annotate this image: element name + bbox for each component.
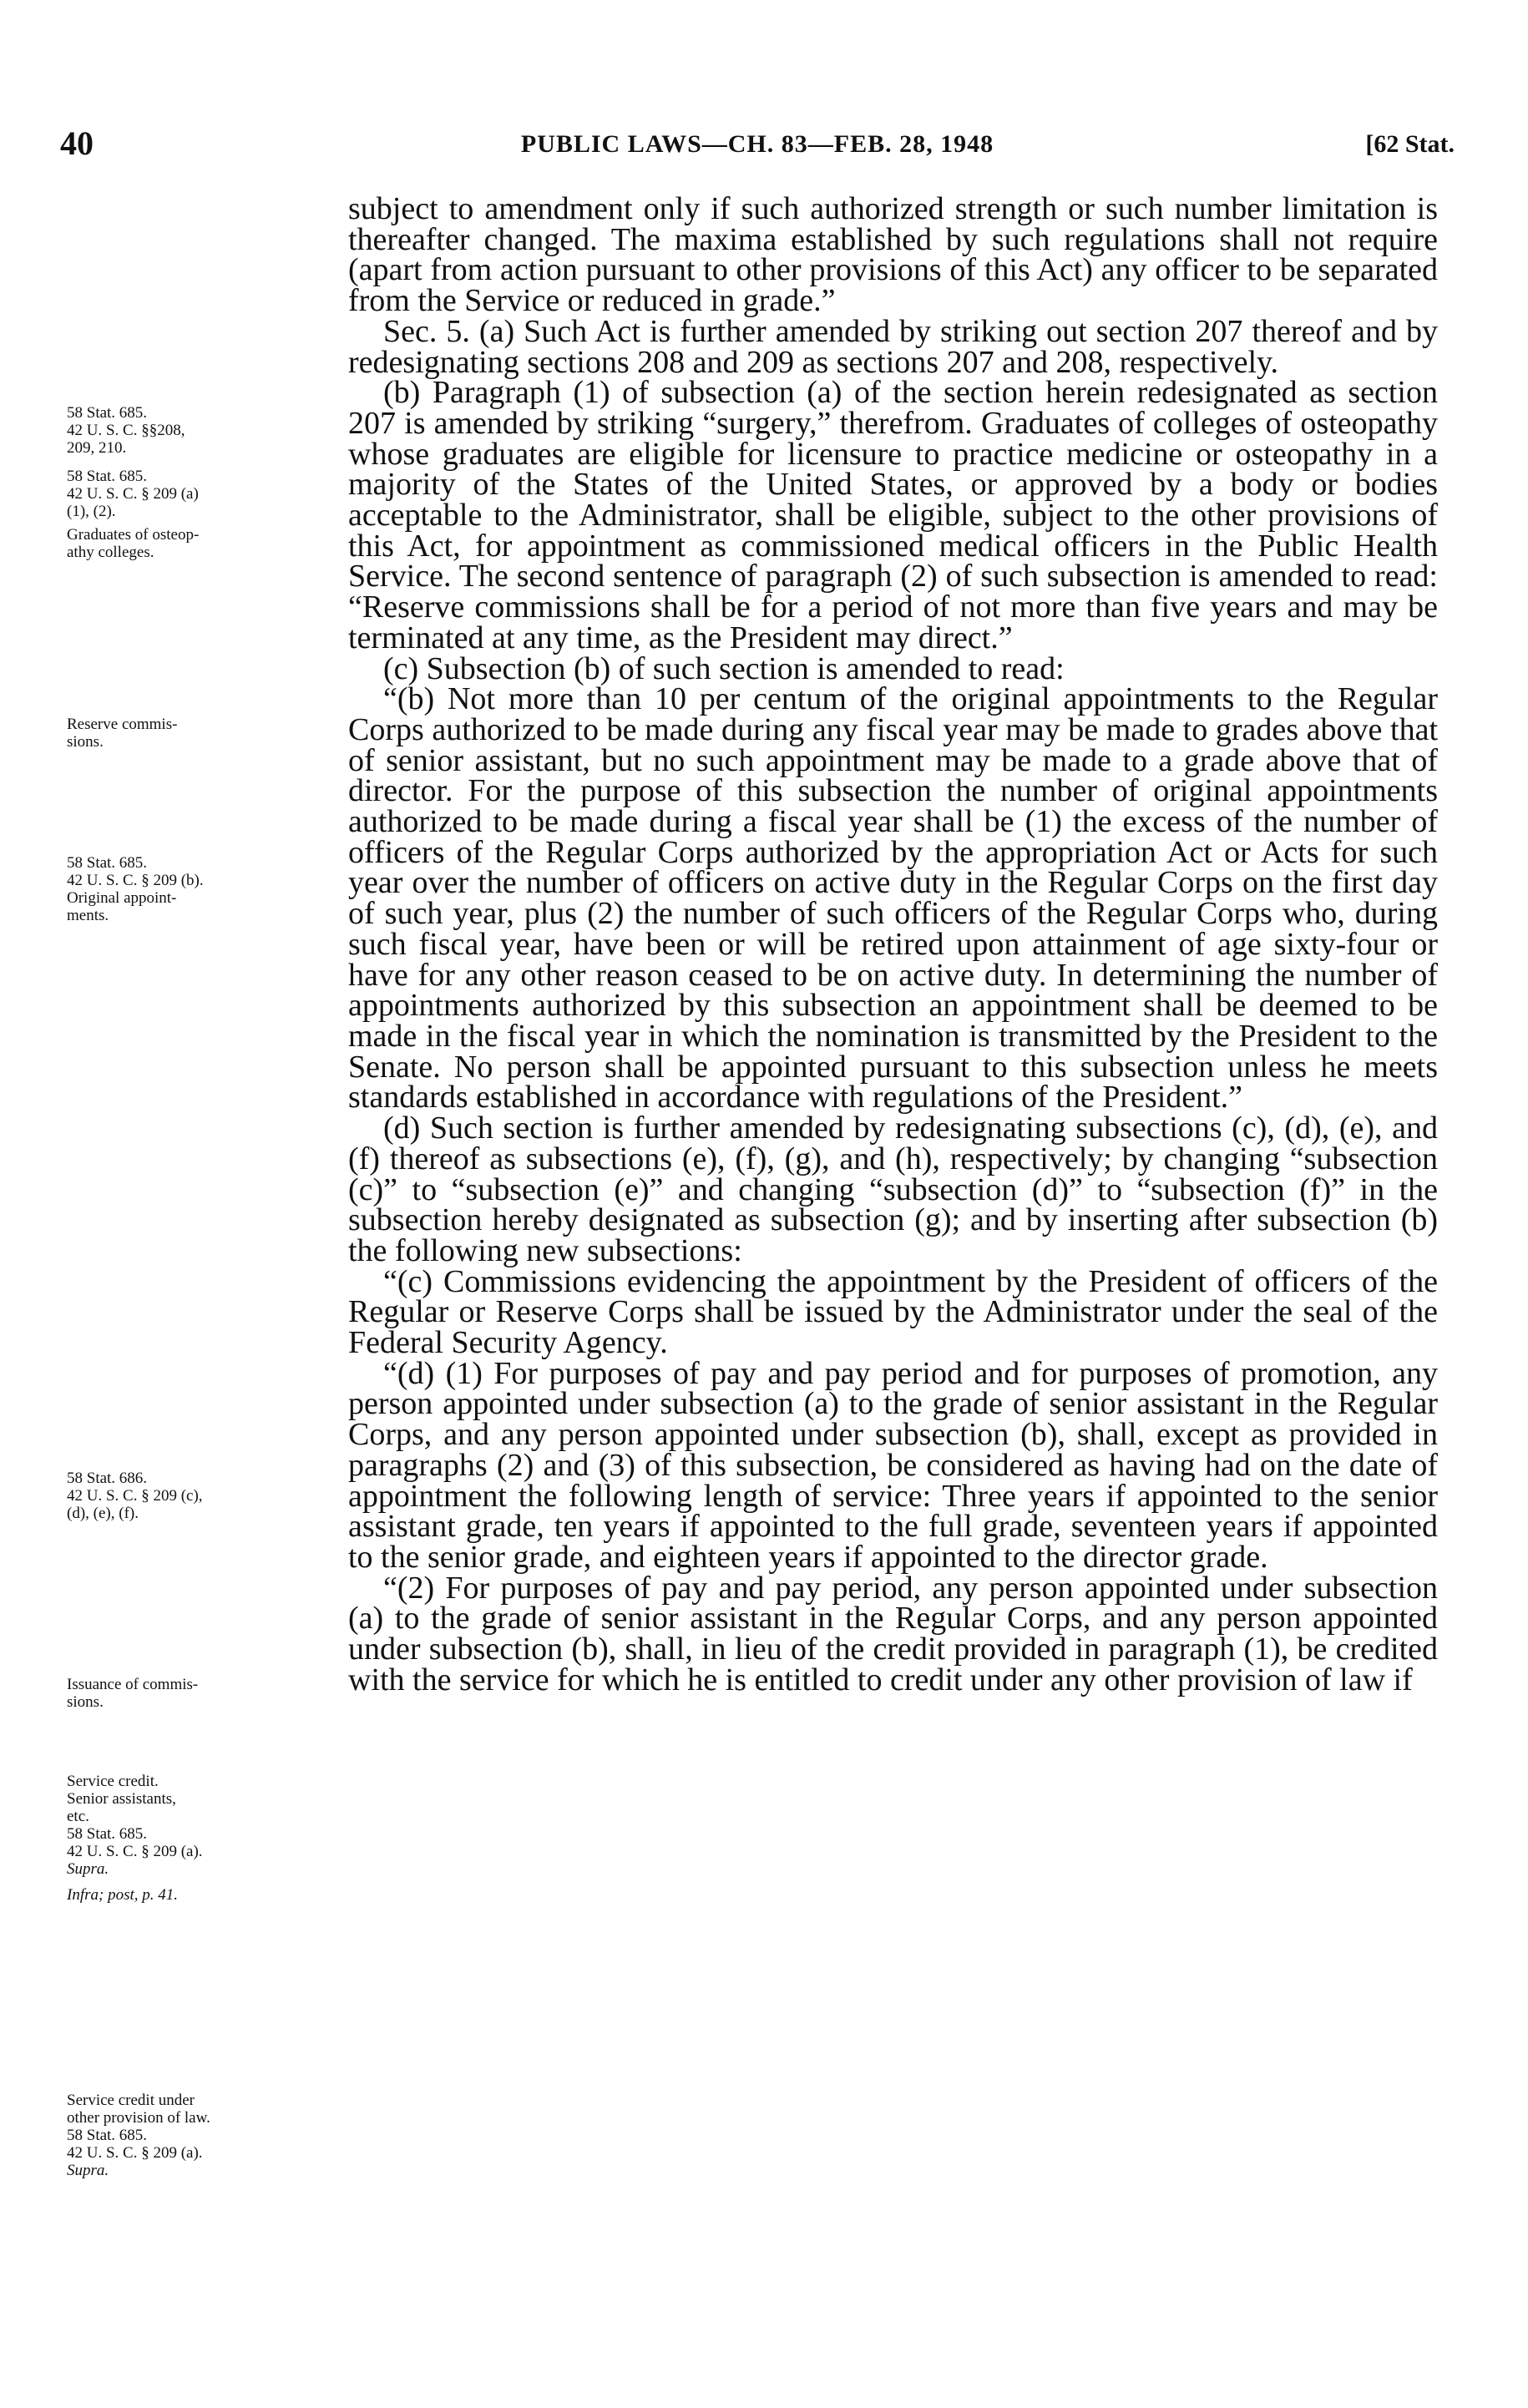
margin-note-issuance: Issuance of commis- sions. [67,1676,199,1711]
margin-note-stat-cite-3: 58 Stat. 686. 42 U. S. C. § 209 (c), (d), (e), (f). [67,1470,203,1522]
section-5-b: (b) Paragraph (1) of subsection (a) of the section herein redesignated as section 207 is amended by striking “surgery,” therefrom. Graduates of colleges of osteopathy whose graduates are eligible for licensure to practice medicine or osteopathy in a majority of the States of the United States, or approved by a body or bodies acceptable to the Administrator, shall be eligible, subject to the other provisions of this Act, for appointment as commissioned medical officers in the Public Health Service. The second sentence of paragraph (2) of such subsection is amended to read: “Reserve commissions shall be for a period of not more than five years and may be terminated at any time, as the President may direct.” [348,375,1438,655]
subsection-b-text: “(b) Not more than 10 per centum of the original appointments to the Regular Corps authorized to be made during any fiscal year may be made to grades above that of senior assistant, but no such appointment may be made to a grade above that of director. For the purpose of this subsection the number of original appointments authorized to be made during a fiscal year shall be (1) the excess of the number of officers of the Regular Corps authorized by the appropriation Act or Acts for such year over the number of officers on active duty in the Regular Corps on the first day of such year, plus (2) the number of such officers of the Regular Corps who, during such fiscal year, have been or will be retired upon attainment of age sixty-four or have for any other reason ceased to be on active duty. In determining the number of appointments authorized by this subsection an appointment shall be deemed to be made in the fiscal year in which the nomination is transmitted by the President to the Senate. No person shall be appointed pursuant to this subsection unless he meets standards established in accordance with regulations of the President.” [348,681,1438,1115]
subsection-c-text: “(c) Commissions evidencing the appointment by the President of officers of the Regular or Reserve Corps shall be issued by the Administrator under the seal of the Federal Security Agency. [348,1263,1438,1361]
section-5-a: Sec. 5. (a) Such Act is further amended by striking out section 207 thereof and by redesignating sections 208 and 209 as sections 207 and 208, respectively. [348,313,1438,380]
margin-note-original-appointments: 58 Stat. 685. 42 U. S. C. § 209 (b). Original appoint- ments. [67,854,204,924]
section-5-d: (d) Such section is further amended by redesignating subsections (c), (d), (e), and (f) thereof as subsections (e), (f), (g), and (h), respectively; by changing “subsection (c)” to “subsection (e)” and changing “subsection (d)” to “subsection (f)” in the subsection hereby designated as subsection (g); and by inserting after subsection (b) the following new subsections: [348,1110,1438,1268]
margin-note-other-provision: Service credit under other provision of law. 58 Stat. 685. 42 U. S. C. § 209 (a). Supra. [67,2092,210,2179]
running-title: PUBLIC LAWS—CH. 83—FEB. 28, 1948 [520,130,994,158]
margin-note-osteopathy: Graduates of osteop- athy colleges. [67,526,200,561]
subsection-d1-text: “(d) (1) For purposes of pay and pay period and for purposes of promotion, any person appointed under subsection (a) to the grade of senior assistant in the Regular Corps, and any person appointed under subsection (b), shall, except as provided in paragraphs (2) and (3) of this subsection, be considered as having had on the date of appointment the following length of service: Three years if appointed to the senior assistant grade, ten years if appointed to the full grade, seventeen years if appointed to the senior grade, and eighteen years if appointed to the director grade. [348,1355,1438,1575]
section-5-c: (c) Subsection (b) of such section is amended to read: [383,650,1065,686]
page-number: 40 [60,124,94,162]
page-header [60,124,1455,162]
margin-note-reserve: Reserve commis- sions. [67,716,178,751]
margin-note-stat-cite-2: 58 Stat. 685. 42 U. S. C. § 209 (a) (1), (2). [67,468,199,520]
volume-reference: [62 Stat. [1365,130,1455,158]
subsection-d2-text: “(2) For purposes of pay and pay period, any person appointed under subsection (a) to the grade of senior assistant in the Regular Corps, and any person appointed under subsection (b), shall, in lieu of the credit provided in paragraph (1), be credited with the service for which he is entitled to credit under any other provision of law if [348,1570,1438,1697]
margin-note-stat-cite-1: 58 Stat. 685. 42 U. S. C. §§208, 209, 210. [67,404,185,457]
margin-note-service-credit: Service credit. Senior assistants, etc. 58 Stat. 685. 42 U. S. C. § 209 (a). Supra. Infra; post, p. 41. [67,1773,203,1904]
body-text [348,191,1438,1697]
paragraph-continuation: subject to amendment only if such authorized strength or such number limitation is thereafter changed. The maxima established by such regulations shall not require (apart from action pursuant to other provisions of this Act) any officer to be separated from the Service or reduced in grade.” [348,191,1438,319]
